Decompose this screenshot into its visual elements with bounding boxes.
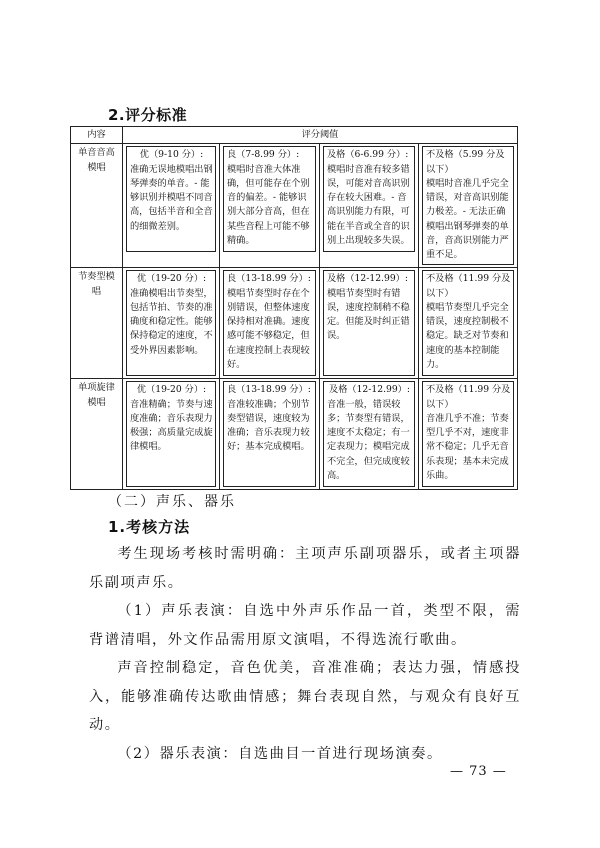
grade-label: 良（13-18.99 分）: — [227, 384, 311, 396]
grade-desc: 模唱节奏型时存在个别错误，但整体速度保持相对准确。速度感可能不够稳定，但在速度控制上表现较好。 — [227, 287, 310, 370]
paragraph: 考生现场考核时需明确：主项声乐副项器乐，或者主项器乐副项声乐。 — [89, 546, 521, 591]
method-heading: 1.考核方法 — [108, 518, 191, 536]
section-heading: 2.评分标准 — [108, 106, 188, 124]
grade-desc: 音准一般，错误较多；节奏型有错误，速度不太稳定；有一定表现力；模唱完成不完全，但完成度较高。 — [327, 398, 410, 481]
grade-label: 及格（12-12.99）: — [329, 384, 410, 396]
score-cell — [419, 379, 518, 490]
score-cell — [320, 144, 419, 268]
score-cell — [220, 379, 320, 490]
row-label: 单项旋律模唱 — [71, 379, 123, 490]
paragraph: （2）器乐表演：自选曲目一首进行现场演奏。 — [117, 746, 443, 762]
table-header-row — [71, 127, 518, 144]
grade-label: 良（13-18.99 分）: — [227, 273, 311, 285]
scoring-table — [70, 126, 518, 490]
table-row — [71, 379, 518, 490]
grade-label: 优（19-20 分）: — [136, 384, 207, 396]
score-cell — [320, 379, 419, 490]
page-number: — 73 — — [450, 764, 507, 779]
grade-desc: 准确模唱出节奏型，包括节拍、节奏的准确度和稳定性。能够保持稳定的速度，不受外界因素影响。 — [130, 287, 213, 356]
grade-label: 不及格（11.99 分及以下） — [426, 384, 511, 410]
grade-desc: 准确无误地模唱出钢琴弹奏的单音。- 能够识别并模唱不同音高，包括半音和全音的细微差别。 — [130, 163, 213, 232]
score-cell — [320, 268, 419, 379]
grade-label: 及格（6-6.99 分）: — [327, 149, 409, 161]
subsection-title: （二）声乐、器乐 — [108, 494, 236, 510]
score-cell — [220, 144, 320, 268]
header-content: 内容 — [71, 127, 123, 144]
grade-desc: 模唱节奏型几乎完全错误，速度控制极不稳定。缺乏对节奏和速度的基本控制能力。 — [426, 301, 509, 370]
grade-label: 良（7-8.99 分）: — [227, 149, 300, 161]
score-cell — [123, 144, 220, 268]
grade-label: 及格（12-12.99）: — [327, 273, 408, 285]
grade-label: 不及格（11.99 分及以下） — [426, 273, 511, 299]
row-label: 单音音高模唱 — [71, 144, 123, 268]
grade-label: 优（19-20 分）: — [136, 273, 207, 285]
grade-desc: 模唱时音准几乎完全错误，对音高识别能力极差。- 无法正确模唱出钢琴弹奏的单音，音高识别能力严重不足。 — [426, 177, 509, 260]
grade-desc: 模唱节奏型时有错误，速度控制稍不稳定。但能及时纠正错误。 — [327, 287, 410, 342]
grade-label: 优（9-10 分）: — [139, 149, 204, 161]
table-row — [71, 268, 518, 379]
score-cell — [123, 379, 220, 490]
grade-desc: 音准几乎不准；节奏型几乎不对，速度非常不稳定；几乎无音乐表现；基本未完成乐曲。 — [426, 412, 509, 481]
header-threshold: 评分阈值 — [123, 127, 518, 144]
grade-desc: 音准精确；节奏与速度准确；音乐表现力极强；高质量完成旋律模唱。 — [130, 398, 213, 453]
grade-label: 不及格（5.99 分及以下） — [426, 149, 505, 175]
paragraph: 声音控制稳定，音色优美，音准准确；表达力强，情感投入，能够准确传达歌曲情感；舞台表现自然，与观众有良好互动。 — [89, 660, 521, 733]
score-cell — [419, 268, 518, 379]
grade-desc: 模唱时音准有较多错误，可能对音高识别存在较大困难。- 音高识别能力有限，可能在半音或全音的识别上出现较多失误。 — [327, 163, 410, 246]
score-cell — [123, 268, 220, 379]
table-row — [71, 144, 518, 268]
score-cell — [220, 268, 320, 379]
grade-desc: 音准较准确；个别节奏型错误，速度较为准确；音乐表现力较好；基本完成模唱。 — [227, 398, 310, 453]
score-cell — [419, 144, 518, 268]
grade-desc: 模唱时音准大体准确，但可能存在个别音的偏差。- 能够识别大部分音高，但在某些音程上可能不够精确。 — [227, 163, 310, 246]
row-label: 节奏型模唱 — [71, 268, 123, 379]
paragraph: （1）声乐表演：自选中外声乐作品一首，类型不限，需背谱清唱，外文作品需用原文演唱，不得选流行歌曲。 — [89, 603, 521, 648]
